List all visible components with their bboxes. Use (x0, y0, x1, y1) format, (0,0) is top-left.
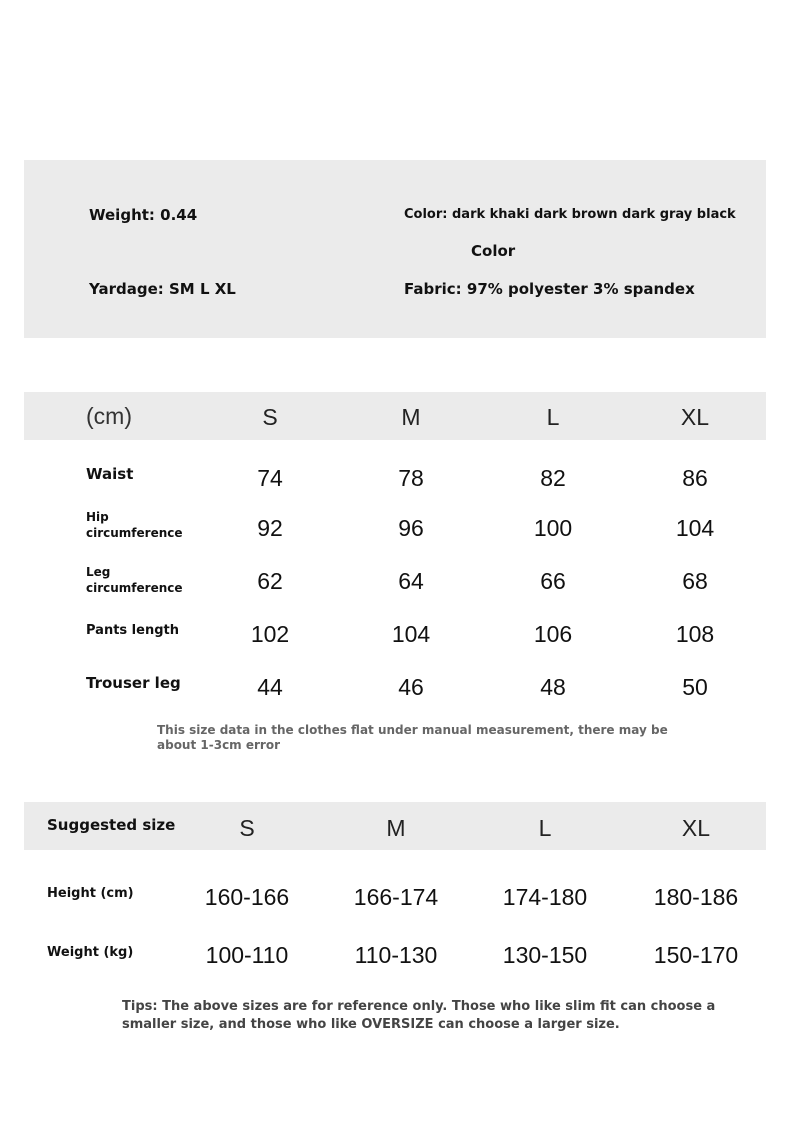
table-cell: 64 (398, 568, 424, 594)
table-cell: 104 (675, 515, 715, 541)
row-label-leg-line2: circumference (86, 581, 183, 595)
row-label-height: Height (cm) (47, 886, 134, 901)
row-label-trouser-leg: Trouser leg (86, 674, 181, 692)
table-cell: 48 (540, 674, 566, 700)
table-cell: 62 (257, 568, 283, 594)
color-label: Color (471, 242, 516, 260)
table-cell: 68 (682, 568, 708, 594)
suggested-size-title: Suggested size (47, 816, 176, 834)
weight-text: Weight: 0.44 (89, 206, 198, 224)
fabric-text: Fabric: 97% polyester 3% spandex (404, 280, 695, 298)
table-cell: 92 (257, 515, 283, 541)
table-cell: 74 (257, 465, 283, 491)
table-cell: 106 (533, 621, 573, 647)
table-cell: 66 (540, 568, 566, 594)
table-cell: 102 (250, 621, 290, 647)
row-label-hip-line1: Hip (86, 510, 109, 524)
unit-header: (cm) (86, 403, 132, 429)
row-label-leg-line1: Leg (86, 565, 111, 579)
tips-line1: Tips: The above sizes are for reference only. Those who like slim fit can choose a (122, 999, 716, 1014)
table-cell: 174-180 (502, 884, 588, 910)
row-label-hip-line2: circumference (86, 526, 183, 540)
row-label-pants-length: Pants length (86, 623, 179, 638)
measurement-note-line2: about 1-3cm error (157, 738, 280, 752)
yardage-text: Yardage: SM L XL (89, 280, 236, 298)
table-cell: 44 (257, 674, 283, 700)
size-header-m: M (401, 404, 421, 430)
table-cell: 50 (682, 674, 708, 700)
color-text: Color: dark khaki dark brown dark gray black (404, 207, 736, 222)
table-cell: 82 (540, 465, 566, 491)
suggested-header-s: S (239, 815, 255, 841)
size-chart-header (24, 392, 766, 440)
table-cell: 130-150 (502, 942, 588, 968)
table-cell: 110-130 (354, 942, 438, 968)
table-cell: 46 (398, 674, 424, 700)
size-header-s: S (262, 404, 278, 430)
table-cell: 180-186 (653, 884, 739, 910)
suggested-header-m: M (386, 815, 406, 841)
size-header-l: L (546, 404, 560, 430)
table-cell: 100-110 (205, 942, 289, 968)
tips-line2: smaller size, and those who like OVERSIZE can choose a larger size. (122, 1017, 620, 1032)
row-label-waist: Waist (86, 465, 134, 483)
size-header-xl: XL (680, 404, 710, 430)
measurement-note-line1: This size data in the clothes flat under manual measurement, there may be (157, 723, 668, 737)
product-info-panel (24, 160, 766, 338)
table-cell: 96 (398, 515, 424, 541)
table-cell: 86 (682, 465, 708, 491)
table-cell: 150-170 (653, 942, 739, 968)
table-cell: 160-166 (204, 884, 290, 910)
table-cell: 100 (533, 515, 573, 541)
suggested-header-xl: XL (681, 815, 711, 841)
table-cell: 166-174 (353, 884, 439, 910)
table-cell: 108 (675, 621, 715, 647)
table-cell: 78 (398, 465, 424, 491)
suggested-header-l: L (538, 815, 552, 841)
table-cell: 104 (391, 621, 431, 647)
row-label-weight: Weight (kg) (47, 945, 134, 960)
